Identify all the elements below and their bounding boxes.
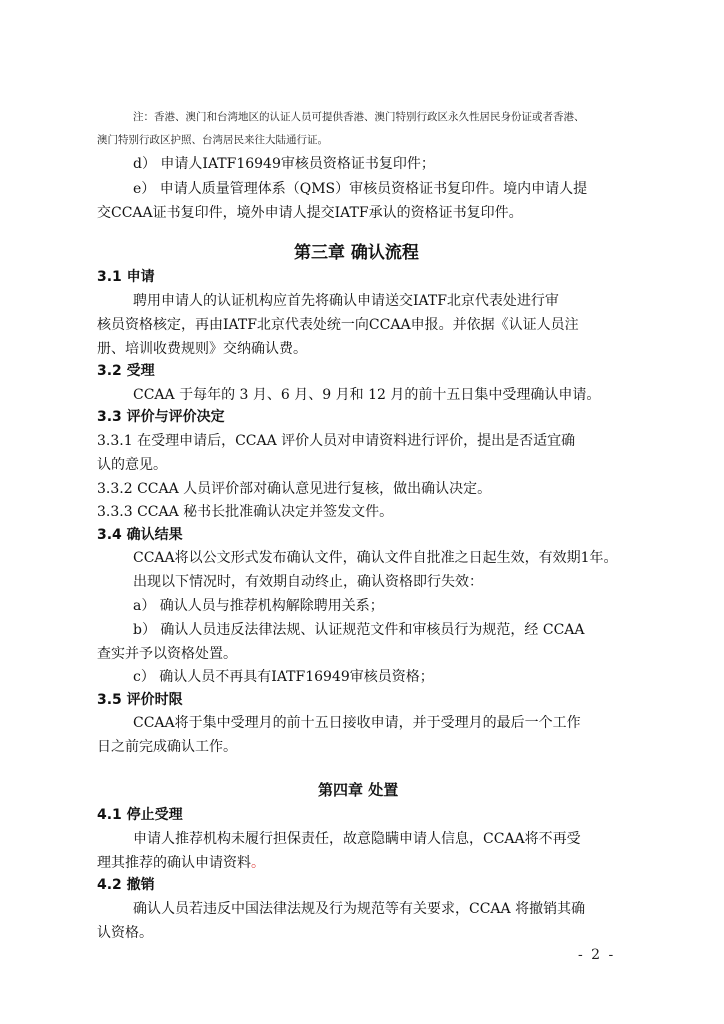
red-period-mark: 。 bbox=[251, 855, 265, 871]
section-3-2-heading: 3.2 受理 bbox=[97, 363, 155, 379]
section-3-3-line: 3.3.3 CCAA 秘书长批准确认决定并签发文件。 bbox=[97, 504, 394, 520]
section-3-1-line: 核员资格核定，再由IATF北京代表处统一向CCAA申报。并依据《认证人员注 bbox=[97, 317, 579, 333]
section-4-2-heading: 4.2 撤销 bbox=[97, 877, 155, 893]
item-d: d） 申请人IATF16949审核员资格证书复印件； bbox=[133, 156, 435, 172]
section-3-1-heading: 3.1 申请 bbox=[97, 269, 155, 285]
note-line-1: 注：香港、澳门和台湾地区的认证人员可提供香港、澳门特别行政区永久性居民身份证或者香港、 bbox=[133, 111, 585, 123]
section-3-1-line: 册、培训收费规则》交纳确认费。 bbox=[97, 341, 307, 357]
section-4-1-line bbox=[97, 854, 265, 872]
section-3-4-item-b-cont: 查实并予以资格处置。 bbox=[97, 646, 237, 662]
chapter-4-title: 第四章 处置 bbox=[318, 781, 399, 799]
section-3-3-line: 认的意见。 bbox=[97, 457, 167, 473]
section-3-4-item-a: a） 确认人员与推荐机构解除聘用关系； bbox=[133, 598, 384, 614]
section-3-3-line: 3.3.1 在受理申请后，CCAA 评价人员对申请资料进行评价，提出是否适宜确 bbox=[97, 433, 576, 449]
section-3-3-heading: 3.3 评价与评价决定 bbox=[97, 409, 225, 425]
section-4-1-line: 申请人推荐机构未履行担保责任，故意隐瞒申请人信息，CCAA将不再受 bbox=[133, 831, 581, 847]
section-3-2-line: CCAA 于每年的 3 月、6 月、9 月和 12 月的前十五日集中受理确认申请。 bbox=[133, 387, 601, 403]
item-e-line-1: e） 申请人质量管理体系（QMS）审核员资格证书复印件。境内申请人提 bbox=[133, 181, 588, 197]
section-4-2-line: 认资格。 bbox=[97, 925, 153, 941]
section-3-4-item-b: b） 确认人员违反法律法规、认证规范文件和审核员行为规范，经 CCAA bbox=[133, 622, 585, 638]
chapter-3-title: 第三章 确认流程 bbox=[294, 243, 419, 263]
section-4-2-line: 确认人员若违反中国法律法规及行为规范等有关要求，CCAA 将撤销其确 bbox=[133, 901, 586, 917]
section-3-5-line: CCAA将于集中受理月的前十五日接收申请，并于受理月的最后一个工作 bbox=[133, 715, 581, 731]
section-3-4-line: 出现以下情况时，有效期自动终止，确认资格即行失效： bbox=[133, 574, 483, 590]
note-line-2: 澳门特别行政区护照、台湾居民来往大陆通行证。 bbox=[97, 134, 328, 146]
section-4-1-heading: 4.1 停止受理 bbox=[97, 807, 183, 823]
section-3-5-line: 日之前完成确认工作。 bbox=[97, 739, 237, 755]
section-4-1-line-text: 理其推荐的确认申请资料 bbox=[97, 855, 251, 871]
item-e-line-2: 交CCAA证书复印件，境外申请人提交IATF承认的资格证书复印件。 bbox=[97, 205, 523, 221]
section-3-4-line: CCAA将以公文形式发布确认文件，确认文件自批准之日起生效，有效期1年。 bbox=[133, 550, 618, 566]
section-3-4-heading: 3.4 确认结果 bbox=[97, 527, 183, 543]
page-number: - 2 - bbox=[578, 947, 616, 963]
section-3-3-line: 3.3.2 CCAA 人员评价部对确认意见进行复核，做出确认决定。 bbox=[97, 481, 492, 497]
section-3-1-line: 聘用申请人的认证机构应首先将确认申请送交IATF北京代表处进行审 bbox=[133, 293, 559, 309]
section-3-4-item-c: c） 确认人员不再具有IATF16949审核员资格； bbox=[133, 669, 434, 685]
section-3-5-heading: 3.5 评价时限 bbox=[97, 692, 183, 708]
